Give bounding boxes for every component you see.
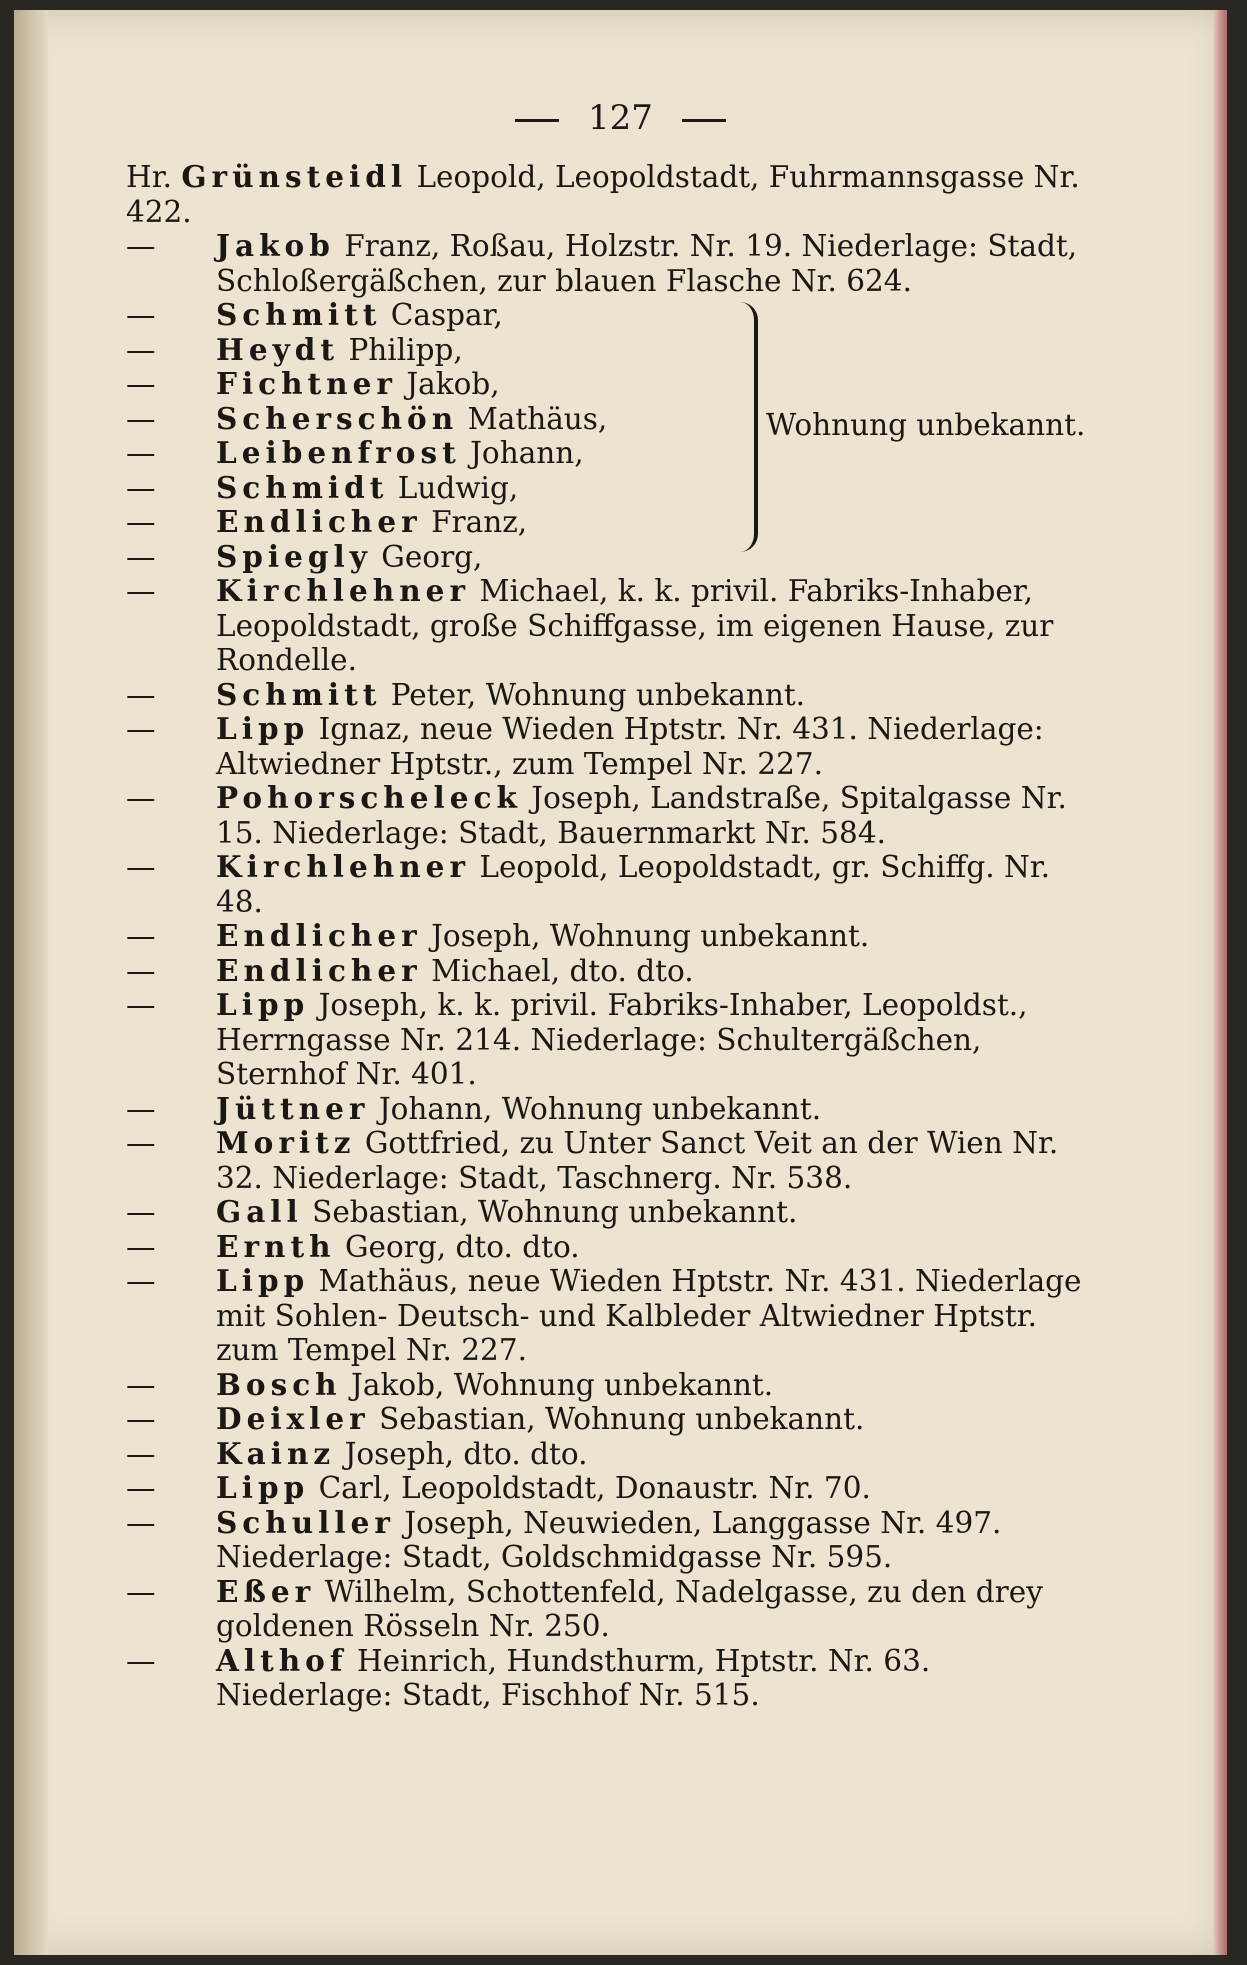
entry-details: Georg,	[381, 539, 483, 574]
entry-details: Heinrich, Hundsthurm, Hptstr. Nr. 63. Niederlage: Stadt, Fischhof Nr. 515.	[216, 1643, 931, 1712]
entry-details: Jakob, Wohnung unbekannt.	[351, 1367, 774, 1402]
entry-dash: —	[126, 1195, 156, 1229]
entry-dash: —	[126, 298, 156, 332]
entry-details: Caspar,	[390, 298, 503, 332]
entry-name: Gall	[216, 1194, 303, 1229]
entry-name: Schuller	[216, 1504, 395, 1540]
directory-entry	[126, 781, 1101, 850]
entry-details: Joseph, k. k. privil. Fabriks-Inhaber, Leopoldst., Herrngasse Nr. 214. Niederlage: Schultergäßchen, Sternhof Nr. 401.	[216, 988, 1028, 1091]
directory-entry	[126, 1644, 1101, 1713]
entry-details: Georg, dto. dto.	[344, 1229, 580, 1264]
directory-entry	[126, 1230, 1101, 1265]
entry-name: Endlicher	[216, 952, 422, 988]
entry-details: Philipp,	[348, 332, 463, 367]
entry-dash: —	[126, 1643, 156, 1678]
entry-dash: —	[126, 229, 156, 263]
entry-dash: —	[126, 1229, 156, 1264]
entry-dash: —	[126, 1471, 156, 1505]
entry-details: Sebastian, Wohnung unbekannt.	[379, 1402, 865, 1436]
directory-entry	[126, 1264, 1101, 1368]
entry-dash: —	[126, 1402, 156, 1436]
entry-name: Endlicher	[216, 918, 422, 953]
entry-name: Scherschön	[216, 400, 459, 436]
entry-details: Joseph, Wohnung unbekannt.	[431, 919, 870, 953]
directory-entry	[126, 367, 1101, 402]
directory-entry	[126, 471, 1101, 506]
entry-dash: —	[126, 367, 156, 401]
entry-name: Schmidt	[216, 469, 389, 505]
entry-details: Gottfried, zu Unter Sanct Veit an der Wien Nr. 32. Niederlage: Stadt, Taschnerg. Nr. 538.	[216, 1126, 1059, 1195]
entry-name: Endlicher	[216, 504, 422, 539]
entry-dash: —	[126, 1574, 156, 1609]
entry-details: Franz,	[431, 505, 528, 539]
entry-dash: —	[126, 1367, 156, 1402]
entry-dash: —	[126, 470, 156, 505]
directory-entry	[126, 1575, 1101, 1644]
directory-entry	[126, 574, 1101, 678]
directory-entry	[126, 505, 1101, 540]
group-note: Wohnung unbekannt.	[766, 408, 1086, 442]
entry-details: Wilhelm, Schottenfeld, Nadelgasse, zu den drey goldenen Rösseln Nr. 250.	[216, 1574, 1043, 1643]
entry-name: Lipp	[216, 1263, 310, 1298]
directory-entry	[126, 1402, 1101, 1437]
directory-entry	[126, 1126, 1101, 1195]
entry-dash: —	[126, 919, 156, 953]
entry-details: Jakob,	[406, 367, 500, 401]
entry-details: Joseph, dto. dto.	[344, 1436, 588, 1471]
entry-dash: —	[126, 401, 156, 436]
entry-details: Franz, Roßau, Holzstr. Nr. 19. Niederlage: Stadt, Schloßergäßchen, zur blauen Flasche Nr. 624.	[216, 229, 1078, 298]
page-edge	[1213, 10, 1227, 1955]
entry-name: Lipp	[216, 711, 310, 746]
entry-details: Ludwig,	[397, 470, 519, 505]
entry-name: Spiegly	[216, 538, 372, 574]
entry-name: Kainz	[216, 1435, 336, 1471]
entry-name: Heydt	[216, 331, 340, 367]
header-dash-left	[515, 119, 559, 122]
entry-details: Carl, Leopoldstadt, Donaustr. Nr. 70.	[318, 1471, 871, 1505]
directory-entry	[126, 1437, 1101, 1472]
directory-entry	[126, 1368, 1101, 1403]
entry-dash: —	[126, 505, 156, 539]
page-gutter	[14, 10, 48, 1955]
entry-name: Leibenfrost	[216, 435, 461, 470]
directory-entry	[126, 678, 1101, 713]
entry-name: Kirchlehner	[216, 573, 470, 608]
entry-dash: —	[126, 1436, 156, 1471]
entry-details: Michael, k. k. privil. Fabriks-Inhaber, Leopoldstadt, große Schiffgasse, im eigenen Hause, zur Rondelle.	[216, 574, 1054, 677]
entry-name: Althof	[216, 1642, 348, 1678]
directory-entry	[126, 988, 1101, 1092]
entry-details: Sebastian, Wohnung unbekannt.	[312, 1195, 798, 1229]
page-number: 127	[588, 98, 653, 138]
directory-entry	[126, 1092, 1101, 1127]
entry-name: Moritz	[216, 1125, 356, 1160]
entry-details: Michael, dto. dto.	[431, 953, 694, 988]
entry-details: Peter, Wohnung unbekannt.	[390, 677, 806, 712]
header-dash-right	[682, 119, 726, 122]
entry-dash: —	[126, 677, 156, 712]
entry-dash: —	[126, 1091, 156, 1126]
directory-entry	[126, 1195, 1101, 1230]
directory-entry	[126, 1506, 1101, 1575]
entry-details: Mathäus, neue Wieden Hptstr. Nr. 431. Niederlage mit Sohlen- Deutsch- und Kalbleder Altwiedner Hptstr. zum Tempel Nr. 227.	[216, 1264, 1082, 1367]
directory-entry	[126, 919, 1101, 954]
grouped-entries	[126, 298, 1101, 574]
entry-dash: —	[126, 953, 156, 988]
directory-entry	[126, 540, 1101, 575]
entry-details: Johann, Wohnung unbekannt.	[378, 1091, 822, 1126]
entry-dash: —	[126, 1126, 156, 1160]
entry-name: Lipp	[216, 1470, 310, 1505]
entry-prefix: Hr.	[126, 160, 172, 194]
entry-name: Eßer	[216, 1573, 316, 1609]
entry-name: Kirchlehner	[216, 849, 470, 884]
entry-name: Fichtner	[216, 366, 397, 401]
page-header	[14, 98, 1227, 138]
directory-entry	[126, 298, 1101, 333]
entry-name: Deixler	[216, 1401, 370, 1436]
entry-dash: —	[126, 436, 156, 470]
directory-entry	[126, 712, 1101, 781]
entry-dash: —	[126, 850, 156, 884]
entries-before-group	[126, 229, 1101, 298]
entry-dash: —	[126, 712, 156, 746]
directory-entry	[126, 954, 1101, 989]
entry-details: Mathäus,	[467, 401, 608, 436]
directory-entry	[126, 1471, 1101, 1506]
directory-entries	[126, 160, 1101, 1713]
entry-dash: —	[126, 574, 156, 608]
entry-details: Joseph, Neuwieden, Langgasse Nr. 497. Niederlage: Stadt, Goldschmidgasse Nr. 595.	[216, 1505, 1002, 1574]
entry-name: Grünsteidl	[181, 159, 408, 194]
entry-dash: —	[126, 332, 156, 367]
book-page	[14, 10, 1227, 1955]
entry-name: Pohorscheleck	[216, 780, 522, 815]
entry-details: Joseph, Landstraße, Spitalgasse Nr. 15. Niederlage: Stadt, Bauernmarkt Nr. 584.	[216, 781, 1067, 850]
entry-details: Leopold, Leopoldstadt, Fuhrmannsgasse Nr. 422.	[126, 160, 1080, 229]
entry-name: Jakob	[216, 228, 335, 263]
entries-after-group	[126, 574, 1101, 1713]
entry-dash: —	[126, 781, 156, 815]
first-entry	[126, 160, 1101, 229]
directory-entry	[126, 229, 1101, 298]
directory-entry	[126, 850, 1101, 919]
entry-dash: —	[126, 988, 156, 1022]
entry-details: Ignaz, neue Wieden Hptstr. Nr. 431. Niederlage: Altwiedner Hptstr., zum Tempel Nr. 227.	[216, 712, 1044, 781]
entry-dash: —	[126, 539, 156, 574]
directory-entry	[126, 333, 1101, 368]
entry-name: Lipp	[216, 987, 310, 1022]
entry-details: Leopold, Leopoldstadt, gr. Schiffg. Nr. 48.	[216, 850, 1051, 919]
entry-dash: —	[126, 1505, 156, 1540]
entry-dash: —	[126, 1264, 156, 1298]
entry-name: Schmitt	[216, 297, 382, 332]
entry-name: Ernth	[216, 1228, 336, 1264]
entry-name: Schmitt	[216, 676, 382, 712]
entry-details: Johann,	[470, 436, 584, 470]
entry-name: Jüttner	[216, 1090, 370, 1126]
entry-name: Bosch	[216, 1366, 342, 1402]
